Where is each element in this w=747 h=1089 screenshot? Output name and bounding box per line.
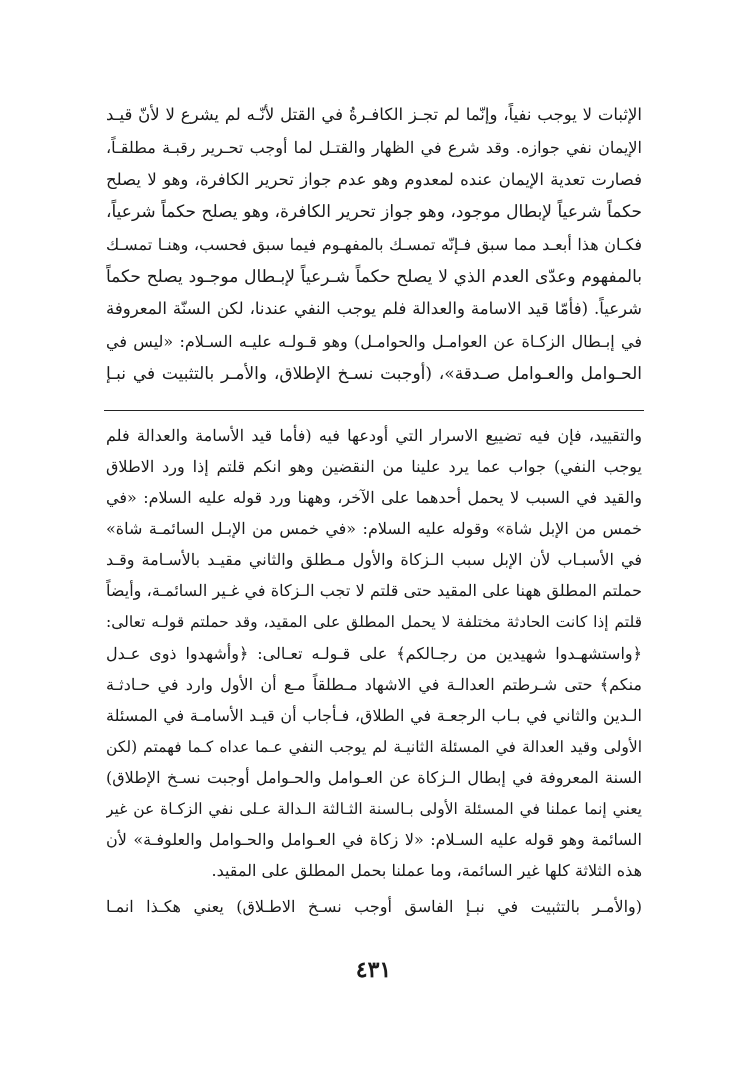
- main-text-line-9: الحـوامل والعـوامل صـدقة»، (أوجبت نسـخ الإطلاق، والأمـر بالتثبيت في نبـإ: [106, 364, 642, 384]
- page-number: ٤٣١: [355, 957, 392, 983]
- footnote-line-15: هذه الثلاثة كلها غير السائمة، وما عملنا بحمل المطلق على المقيد.: [211, 861, 642, 880]
- main-text-line-8: في إبـطال الزكـاة عن العوامـل والحوامـل) وهو قـولـه عليـه السـلام: «ليس في: [106, 332, 642, 351]
- footnote-line-13: يعني إنما عملنا في المسئلة الأولى بـالسنة الثـالثة الـدالة عـلى نفي الزكـاة عن غير: [106, 800, 642, 818]
- main-text-line-2: الإيمان نفي جوازه. وقد شرع في الظهار والقتـل لما أوجب تحـرير رقبـة مطلقـاً،: [106, 138, 642, 157]
- main-text-line-1: الإثبات لا يوجب نفياً، وإنّما لم تجـز الكافـرةُ في القتل لأنّـه لم يشرع لا لأنّ قيـد: [106, 105, 642, 124]
- footnote-line-14: السائمة وهو قوله عليه السـلام: «لا زكاة في العـوامل والحـوامل والعلوفـة» لأن: [106, 830, 642, 849]
- footnote-line-11: الأولى وقيد العدالة في المسئلة الثانيـة لم يوجب النفي عـما عداه كـما فهمتم (لكن: [106, 738, 642, 756]
- footnote-line-6: حملتم المطلق ههنا على المقيد حتى قلتم لا تجب الـزكاة في غـير السائمـة، وأيضاً: [106, 581, 642, 600]
- footnote-line-7: قلتم إذا كانت الحادثة مختلفة لا يحمل المطلق على المقيد، وقد حملتم قولـه تعالى:: [106, 613, 642, 631]
- footnote-line-5: في الأسبـاب لأن الإبل سبب الـزكاة والأول مـطلق والثاني مقيـد بالأسـامة وقـد: [106, 550, 642, 569]
- footnote-line-8: ﴿واستشهـدوا شهيدين من رجـالكم﴾ على قـولـه تعـالى: ﴿وأشهدوا ذوى عـدل: [106, 644, 642, 663]
- footnote-line-4: خمس من الإبل شاة» وقوله عليه السلام: «في خمس من الإبـل السائمـة شاة»: [106, 519, 642, 538]
- footnote-line-3: والقيد في السبب لا يحمل أحدهما على الآخر، وههنا ورد قوله عليه السلام: «في: [106, 488, 642, 507]
- footnote-line-9: منكم﴾ حتى شـرطتم العدالـة في الاشهاد مـطلقاً مـع أن الأول وارد في حـادثـة: [106, 675, 642, 694]
- footnote-line-1: والتقييد، فإن فيه تضييع الاسرار التي أودعها فيه (فأما قيد الأسامة والعدالة فلم: [106, 426, 642, 445]
- main-text-line-3: فصارت تعدية الإيمان عنده لمعدوم وهو عدم جواز تحرير الكافرة، وهو لا يصلح: [106, 170, 642, 189]
- main-text-line-7: شرعياً. (فأمّا قيد الاسامة والعدالة فلم يوجب النفي عندنا، لكن السنّة المعروفة: [106, 299, 642, 318]
- main-text-line-5: فكـان هذا أبعـد مما سبق فـإنّه تمسـك بالمفهـوم فيما سبق فحسب، وهنـا تمسـك: [106, 235, 642, 254]
- footnote-line-16: (والأمـر بالتثبيت في نبـإ الفاسق أوجب نسـخ الاطـلاق) يعني هكـذا انمـا: [106, 897, 642, 916]
- footnote-separator: [104, 410, 644, 411]
- main-text-line-4: حكماً شرعياً لإبطال موجود، وهو جواز تحرير الكافرة، وهو يصلح حكماً شرعياً،: [106, 202, 642, 222]
- footnote-line-12: السنة المعروفة في إبطال الـزكاة عن العـوامل والحـوامل أوجبت نسـخ الإطلاق): [106, 768, 642, 787]
- footnote-line-2: يوجب النفي) جواب عما يرد علينا من النقضين وهو انكم قلتم إذا ورد الاطلاق: [106, 457, 642, 476]
- footnote-line-10: الـدين والثاني في بـاب الرجعـة في الطلاق، فـأجاب أن قيـد الأسامـة في المسئلة: [106, 706, 642, 725]
- main-text-line-6: بالمفهوم وعدّى العدم الذي لا يصلح حكماً شـرعياً لإبـطال موجـود يصلح حكماً: [106, 267, 642, 287]
